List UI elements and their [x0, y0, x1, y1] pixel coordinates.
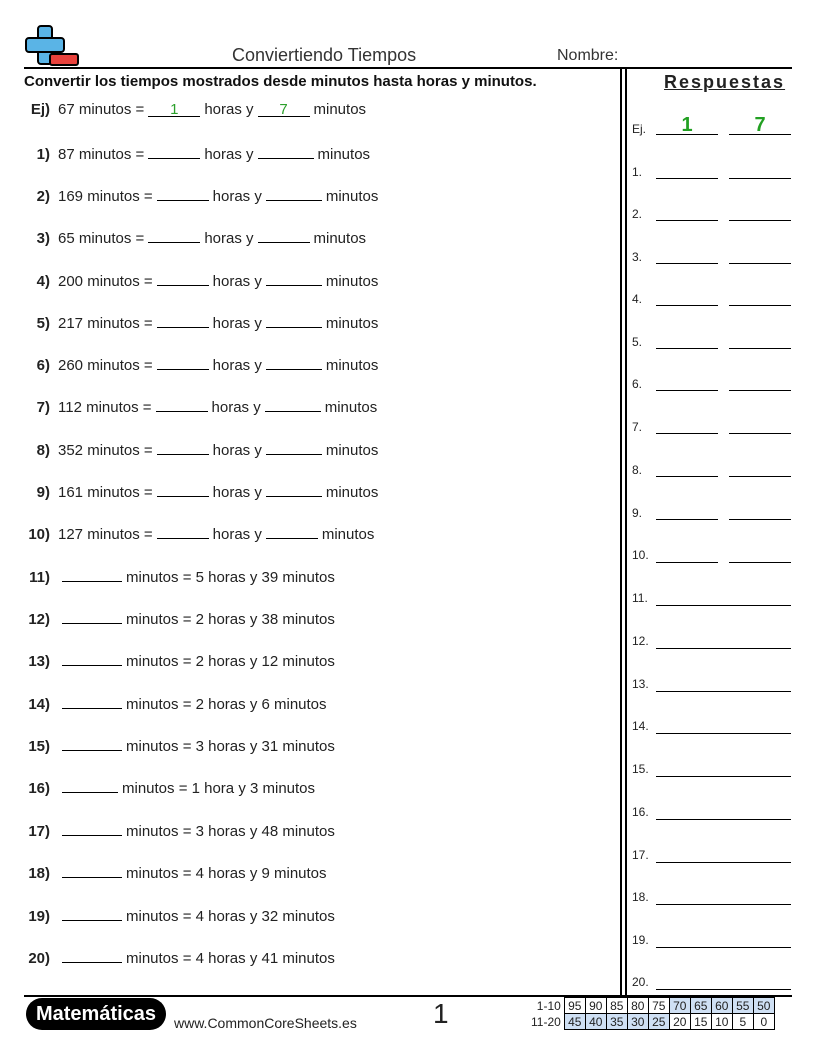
answer-key-line[interactable]	[729, 202, 791, 221]
minutes-word: minutos	[325, 273, 379, 290]
minutes-word: minutos	[321, 526, 375, 543]
problem-number: 11)	[29, 569, 50, 586]
problem-minutes: 217 minutos =	[58, 315, 153, 332]
answer-key-label: 6.	[632, 377, 643, 391]
hours-word: horas y	[212, 484, 262, 501]
answer-key-label: 12.	[632, 634, 649, 648]
hours-word: horas y	[212, 357, 262, 374]
problem-text: minutos = 2 horas y 6 minutos	[126, 696, 327, 713]
hours-word: horas y	[212, 526, 262, 543]
problem-row	[24, 143, 370, 163]
hours-answer: 1	[148, 101, 200, 117]
answer-key-line[interactable]	[729, 245, 791, 264]
total-minutes-blank[interactable]	[62, 947, 122, 963]
answer-key-line[interactable]	[656, 330, 718, 349]
answer-key-label: 11.	[632, 591, 648, 605]
problem-minutes: 67 minutos =	[58, 101, 145, 118]
hours-blank[interactable]	[157, 185, 209, 201]
problem-text: minutos = 4 horas y 32 minutos	[126, 908, 335, 925]
plus-minus-logo-icon	[24, 24, 80, 68]
answer-key-line[interactable]	[656, 202, 718, 221]
hours-word: horas y	[212, 188, 262, 205]
answer-key-line[interactable]	[656, 801, 791, 820]
answer-key-line[interactable]	[729, 458, 791, 477]
minutes-word: minutos	[313, 101, 367, 118]
answer-key-label: 1.	[632, 165, 643, 179]
answer-key-label: 17.	[632, 848, 649, 862]
score-cell: 10	[711, 1014, 732, 1030]
problem-row	[24, 523, 374, 543]
problem-row	[24, 735, 335, 755]
answer-key-line[interactable]	[729, 544, 791, 563]
hours-blank[interactable]	[157, 354, 209, 370]
problem-minutes: 352 minutos =	[58, 442, 153, 459]
page-title: Conviertiendo Tiempos	[232, 45, 417, 65]
problem-text: minutos = 1 hora y 3 minutos	[122, 780, 316, 797]
answer-key-line[interactable]	[656, 415, 718, 434]
problem-row	[24, 270, 378, 290]
answer-key-line[interactable]	[656, 372, 718, 391]
minutes-blank[interactable]	[258, 227, 310, 243]
problem-row	[24, 905, 335, 925]
problem-row	[24, 396, 377, 416]
answer-key-label: 14.	[632, 719, 649, 733]
minutes-blank[interactable]	[266, 270, 322, 286]
answer-key-line[interactable]	[729, 501, 791, 520]
problem-text: minutos = 2 horas y 12 minutos	[126, 653, 335, 670]
score-cell: 40	[585, 1014, 606, 1030]
problem-text: minutos = 3 horas y 48 minutos	[126, 823, 335, 840]
minutes-blank[interactable]	[266, 523, 318, 539]
top-divider	[24, 67, 792, 69]
score-cell: 65	[690, 998, 711, 1014]
answer-key-example-minutes: 7	[729, 116, 791, 135]
problem-number: Ej)	[30, 101, 50, 118]
answer-key-line[interactable]	[729, 330, 791, 349]
problem-minutes: 112 minutos =	[58, 399, 152, 416]
problem-number: 7)	[36, 399, 50, 416]
instructions: Convertir los tiempos mostrados desde minutos hasta horas y minutos.	[24, 73, 537, 90]
score-cell: 70	[669, 998, 690, 1014]
score-cell: 50	[753, 998, 774, 1014]
minutes-blank[interactable]	[266, 185, 322, 201]
answer-column-divider	[625, 68, 627, 995]
answer-key-line[interactable]	[656, 844, 791, 863]
score-row-label: 11-20	[531, 1014, 561, 1029]
answer-key-line[interactable]	[656, 458, 718, 477]
score-cell: 35	[606, 1014, 627, 1030]
problem-text: minutos = 3 horas y 31 minutos	[126, 738, 335, 755]
total-minutes-blank[interactable]	[62, 862, 122, 878]
score-cell: 15	[690, 1014, 711, 1030]
problem-row	[24, 777, 315, 797]
hours-blank[interactable]	[148, 227, 200, 243]
problem-row	[24, 354, 378, 374]
problem-number: 9)	[36, 484, 50, 501]
problem-row	[24, 312, 378, 332]
total-minutes-blank[interactable]	[62, 566, 122, 582]
problem-number: 4)	[36, 273, 50, 290]
hours-blank[interactable]	[157, 481, 209, 497]
answer-key-line[interactable]	[656, 971, 791, 990]
minutes-blank[interactable]	[266, 481, 322, 497]
answer-key-line[interactable]	[656, 501, 718, 520]
problem-minutes: 87 minutos =	[58, 146, 145, 163]
total-minutes-blank[interactable]	[62, 820, 122, 836]
answer-key-label: 9.	[632, 506, 643, 520]
score-cell: 85	[606, 998, 627, 1014]
hours-blank[interactable]	[157, 523, 209, 539]
problem-minutes: 200 minutos =	[58, 273, 153, 290]
problem-row	[24, 947, 335, 967]
score-cell: 0	[753, 1014, 774, 1030]
score-row	[528, 998, 774, 1014]
answer-key-line[interactable]	[729, 372, 791, 391]
problem-row	[24, 185, 378, 205]
minutes-word: minutos	[325, 315, 379, 332]
answer-key-line[interactable]	[656, 544, 718, 563]
answer-key-line[interactable]	[656, 673, 791, 692]
problem-number: 13)	[28, 653, 50, 670]
answer-key-label: 16.	[632, 805, 649, 819]
hours-blank[interactable]	[157, 270, 209, 286]
score-cell: 20	[669, 1014, 690, 1030]
minutes-word: minutos	[325, 484, 379, 501]
answer-key-line[interactable]	[656, 287, 718, 306]
minutes-word: minutos	[325, 188, 379, 205]
answer-key-line[interactable]	[729, 415, 791, 434]
minutes-blank[interactable]	[266, 354, 322, 370]
problem-number: 16)	[28, 780, 50, 797]
problem-row	[24, 227, 366, 247]
score-row-label: 1-10	[536, 998, 561, 1013]
problem-minutes: 161 minutos =	[58, 484, 153, 501]
score-cell: 25	[648, 1014, 669, 1030]
problem-number: 18)	[28, 865, 50, 882]
hours-blank[interactable]	[148, 143, 200, 159]
answers-title: Respuestas	[664, 72, 786, 92]
answer-key-label: 3.	[632, 250, 643, 264]
minutes-word: minutos	[324, 399, 378, 416]
problem-row	[24, 439, 378, 459]
answer-key-line[interactable]	[656, 630, 791, 649]
minutes-word: minutos	[325, 357, 379, 374]
problem-minutes: 260 minutos =	[58, 357, 153, 374]
hours-word: horas y	[204, 101, 254, 118]
problem-number: 6)	[36, 357, 50, 374]
hours-word: horas y	[212, 315, 262, 332]
page-number: 1	[433, 998, 449, 1029]
hours-blank[interactable]	[157, 312, 209, 328]
problem-minutes: 169 minutos =	[58, 188, 153, 205]
answer-key-line[interactable]	[656, 758, 791, 777]
answer-key-example-hours: 1	[656, 116, 718, 135]
problem-row	[24, 650, 335, 670]
score-cell: 95	[564, 998, 585, 1014]
answer-key-label: 2.	[632, 207, 643, 221]
problem-text: minutos = 5 horas y 39 minutos	[126, 569, 335, 586]
score-row	[528, 1014, 774, 1030]
problem-number: 12)	[28, 611, 50, 628]
score-cell: 55	[732, 998, 753, 1014]
problem-number: 19)	[28, 908, 50, 925]
answer-key-label: 4.	[632, 292, 643, 306]
score-cell: 90	[585, 998, 606, 1014]
example-problem	[24, 101, 366, 118]
minutes-word: minutos	[325, 442, 379, 459]
problem-number: 2)	[36, 188, 50, 205]
score-cell: 5	[732, 1014, 753, 1030]
minutes-blank[interactable]	[265, 396, 321, 412]
answer-key-line[interactable]	[656, 715, 791, 734]
problem-number: 17)	[28, 823, 50, 840]
problem-row	[24, 481, 378, 501]
minutes-word: minutos	[313, 230, 367, 247]
answer-key-label: 7.	[632, 420, 643, 434]
problem-number: 15)	[28, 738, 50, 755]
problem-minutes: 65 minutos =	[58, 230, 145, 247]
score-cell: 60	[711, 998, 732, 1014]
minutes-answer: 7	[258, 101, 310, 117]
answer-key-label: 8.	[632, 463, 643, 477]
score-cell: 75	[648, 998, 669, 1014]
problem-number: 1)	[36, 146, 50, 163]
total-minutes-blank[interactable]	[62, 777, 118, 793]
score-cell: 45	[564, 1014, 585, 1030]
score-cell: 30	[627, 1014, 648, 1030]
site-url: www.CommonCoreSheets.es	[174, 1015, 357, 1031]
hours-word: horas y	[204, 146, 254, 163]
name-label: Nombre:	[557, 47, 619, 64]
total-minutes-blank[interactable]	[62, 735, 122, 751]
problem-number: 14)	[28, 696, 50, 713]
hours-blank[interactable]	[156, 396, 208, 412]
answer-key-label: 15.	[632, 762, 649, 776]
answer-key-line[interactable]	[729, 287, 791, 306]
total-minutes-blank[interactable]	[62, 693, 122, 709]
problem-text: minutos = 4 horas y 9 minutos	[126, 865, 327, 882]
answer-key-label: 5.	[632, 335, 643, 349]
answer-key-label: 20.	[632, 975, 649, 989]
answer-key-line[interactable]	[656, 160, 718, 179]
problem-text: minutos = 2 horas y 38 minutos	[126, 611, 335, 628]
score-table	[528, 997, 775, 1030]
hours-word: horas y	[204, 230, 254, 247]
problem-row	[24, 566, 335, 586]
problem-row	[24, 820, 335, 840]
problem-row	[24, 608, 335, 628]
problem-number: 8)	[36, 442, 50, 459]
score-cell: 80	[627, 998, 648, 1014]
problem-row	[24, 862, 327, 882]
problem-row	[24, 693, 327, 713]
answer-key-label: 19.	[632, 933, 649, 947]
minutes-word: minutos	[317, 146, 371, 163]
problem-text: minutos = 4 horas y 41 minutos	[126, 950, 335, 967]
minutes-blank[interactable]	[258, 143, 314, 159]
answer-key-label: Ej.	[632, 122, 647, 136]
total-minutes-blank[interactable]	[62, 650, 122, 666]
answer-key-label: 13.	[632, 677, 649, 691]
hours-word: horas y	[212, 273, 262, 290]
brand-badge: Matemáticas	[26, 998, 166, 1030]
total-minutes-blank[interactable]	[62, 608, 122, 624]
total-minutes-blank[interactable]	[62, 905, 122, 921]
answer-key-line[interactable]	[656, 587, 791, 606]
problem-number: 10)	[28, 526, 50, 543]
answer-column-divider	[620, 68, 622, 995]
hours-blank[interactable]	[157, 439, 209, 455]
minutes-blank[interactable]	[266, 439, 322, 455]
problem-minutes: 127 minutos =	[58, 526, 153, 543]
hours-word: horas y	[211, 399, 261, 416]
problem-number: 5)	[36, 315, 50, 332]
answer-key-line[interactable]	[656, 245, 718, 264]
answer-key-line[interactable]	[656, 929, 791, 948]
answer-key-line[interactable]	[729, 160, 791, 179]
hours-word: horas y	[212, 442, 262, 459]
problem-number: 3)	[36, 230, 50, 247]
answer-key-label: 10.	[632, 548, 649, 562]
minutes-blank[interactable]	[266, 312, 322, 328]
answer-key-line[interactable]	[656, 886, 791, 905]
problem-number: 20)	[28, 950, 50, 967]
answer-key-label: 18.	[632, 890, 649, 904]
